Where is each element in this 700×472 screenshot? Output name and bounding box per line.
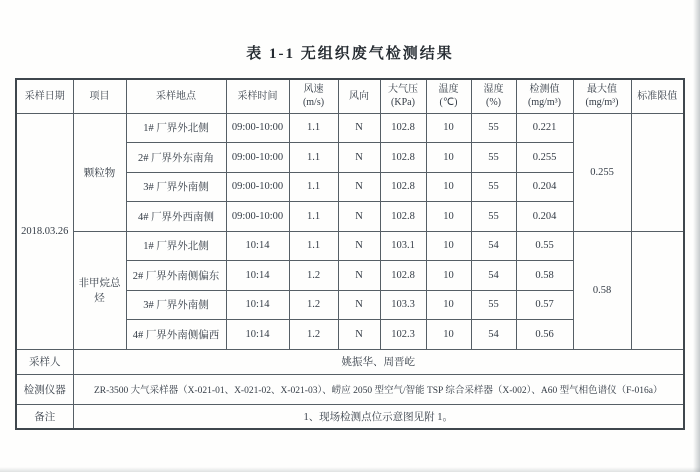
- cell-temperature: 10: [426, 290, 471, 320]
- col-header-date: 采样日期: [16, 79, 73, 113]
- cell-temperature: 10: [426, 261, 471, 291]
- col-header-max-value-label: 最大值: [587, 84, 617, 96]
- cell-time: 09:00-10:00: [226, 172, 289, 202]
- cell-wind-speed: 1.1: [289, 143, 338, 173]
- col-header-wind-speed-label: 风速: [303, 84, 324, 96]
- col-header-location: 采样地点: [126, 79, 226, 113]
- table-row: [16, 113, 684, 143]
- cell-time: 10:14: [226, 320, 289, 350]
- cell-humidity: 55: [471, 290, 516, 320]
- cell-location: 3# 厂界外南侧: [126, 172, 226, 202]
- cell-temperature: 10: [426, 202, 471, 232]
- cell-time: 10:14: [226, 261, 289, 291]
- footer-row-remark: [16, 404, 684, 429]
- cell-wind-direction: N: [338, 231, 380, 261]
- cell-max-value: 0.58: [573, 231, 631, 349]
- col-header-humidity: [471, 79, 516, 113]
- cell-pressure: 102.8: [380, 261, 426, 291]
- cell-item-nmhc: 非甲烷总烃: [73, 231, 126, 349]
- cell-sampling-date: 2018.03.26: [16, 113, 73, 349]
- scan-edge-shadow-bottom: [0, 467, 700, 472]
- cell-wind-speed: 1.2: [289, 261, 338, 291]
- detection-results-table: [15, 78, 685, 430]
- cell-detection-value: 0.55: [516, 231, 573, 261]
- cell-pressure: 103.1: [380, 231, 426, 261]
- cell-time: 10:14: [226, 290, 289, 320]
- cell-wind-direction: N: [338, 261, 380, 291]
- footer-label-instrument: 检测仪器: [16, 374, 73, 404]
- cell-wind-direction: N: [338, 320, 380, 350]
- cell-wind-speed: 1.1: [289, 172, 338, 202]
- cell-wind-direction: N: [338, 143, 380, 173]
- footer-label-sampler: 采样人: [16, 349, 73, 374]
- col-header-detection-value-unit: (mg/m³): [528, 97, 561, 109]
- col-header-wind-speed: [289, 79, 338, 113]
- cell-location: 1# 厂界外北侧: [126, 113, 226, 143]
- cell-detection-value: 0.56: [516, 320, 573, 350]
- footer-value-sampler: 姚振华、周晋屹: [73, 349, 684, 374]
- cell-time: 09:00-10:00: [226, 113, 289, 143]
- cell-detection-value: 0.57: [516, 290, 573, 320]
- cell-humidity: 55: [471, 202, 516, 232]
- cell-pressure: 102.8: [380, 113, 426, 143]
- cell-wind-speed: 1.1: [289, 231, 338, 261]
- cell-humidity: 55: [471, 143, 516, 173]
- col-header-detection-value-label: 检测值: [529, 84, 560, 96]
- cell-temperature: 10: [426, 231, 471, 261]
- cell-temperature: 10: [426, 172, 471, 202]
- cell-pressure: 102.8: [380, 202, 426, 232]
- cell-detection-value: 0.204: [516, 202, 573, 232]
- cell-wind-direction: N: [338, 202, 380, 232]
- cell-location: 1# 厂界外北侧: [126, 231, 226, 261]
- col-header-detection-value: [516, 79, 573, 113]
- cell-wind-direction: N: [338, 290, 380, 320]
- scan-edge-shadow-right: [693, 0, 700, 472]
- col-header-wind-direction: 风向: [338, 79, 380, 113]
- cell-time: 09:00-10:00: [226, 143, 289, 173]
- cell-location: 3# 厂界外南侧: [126, 290, 226, 320]
- footer-row-instrument: [16, 374, 684, 404]
- cell-wind-speed: 1.1: [289, 202, 338, 232]
- cell-detection-value: 0.204: [516, 172, 573, 202]
- cell-standard-limit: [631, 231, 684, 349]
- cell-humidity: 55: [471, 172, 516, 202]
- cell-humidity: 55: [471, 113, 516, 143]
- cell-temperature: 10: [426, 320, 471, 350]
- cell-temperature: 10: [426, 113, 471, 143]
- cell-location: 4# 厂界外西南侧: [126, 202, 226, 232]
- cell-location: 2# 厂界外东南角: [126, 143, 226, 173]
- page-title: 表 1-1 无组织废气检测结果: [246, 46, 454, 62]
- col-header-temperature-unit: (℃): [439, 97, 458, 109]
- cell-pressure: 102.8: [380, 172, 426, 202]
- footer-value-instrument: ZR-3500 大气采样器（X-021-01、X-021-02、X-021-03）、崂应 2050 型空气/智能 TSP 综合采样器（X-002）、A60 型气相色谱仪（F-016a）: [73, 374, 684, 404]
- col-header-humidity-label: 湿度: [483, 84, 504, 96]
- cell-humidity: 54: [471, 261, 516, 291]
- cell-detection-value: 0.58: [516, 261, 573, 291]
- footer-label-remark: 备注: [16, 404, 73, 429]
- cell-location: 4# 厂界外南侧偏西: [126, 320, 226, 350]
- col-header-standard-limit: 标准限值: [631, 79, 684, 113]
- footer-value-remark: 1、现场检测点位示意图见附 1。: [73, 404, 684, 429]
- cell-standard-limit: [631, 113, 684, 231]
- cell-time: 09:00-10:00: [226, 202, 289, 232]
- col-header-max-value: [573, 79, 631, 113]
- cell-detection-value: 0.255: [516, 143, 573, 173]
- cell-time: 10:14: [226, 231, 289, 261]
- footer-row-sampler: [16, 349, 684, 374]
- cell-max-value: 0.255: [573, 113, 631, 231]
- cell-pressure: 102.3: [380, 320, 426, 350]
- col-header-pressure-unit: (KPa): [391, 97, 415, 109]
- cell-location: 2# 厂界外南侧偏东: [126, 261, 226, 291]
- col-header-item: 项目: [73, 79, 126, 113]
- table-header-row: [16, 79, 684, 113]
- cell-humidity: 54: [471, 231, 516, 261]
- col-header-max-value-unit: (mg/m³): [585, 97, 619, 109]
- col-header-time: 采样时间: [226, 79, 289, 113]
- cell-humidity: 54: [471, 320, 516, 350]
- cell-wind-speed: 1.2: [289, 320, 338, 350]
- col-header-temperature: [426, 79, 471, 113]
- cell-temperature: 10: [426, 143, 471, 173]
- col-header-temperature-label: 温度: [438, 84, 459, 96]
- cell-wind-direction: N: [338, 113, 380, 143]
- cell-item-particulate: 颗粒物: [73, 113, 126, 231]
- cell-wind-speed: 1.2: [289, 290, 338, 320]
- col-header-humidity-unit: (%): [486, 97, 501, 109]
- col-header-pressure-label: 大气压: [388, 84, 418, 96]
- table-row: [16, 231, 684, 261]
- cell-pressure: 102.8: [380, 143, 426, 173]
- cell-wind-direction: N: [338, 172, 380, 202]
- col-header-pressure: [380, 79, 426, 113]
- cell-detection-value: 0.221: [516, 113, 573, 143]
- col-header-wind-speed-unit: (m/s): [302, 97, 325, 109]
- cell-pressure: 103.3: [380, 290, 426, 320]
- cell-wind-speed: 1.1: [289, 113, 338, 143]
